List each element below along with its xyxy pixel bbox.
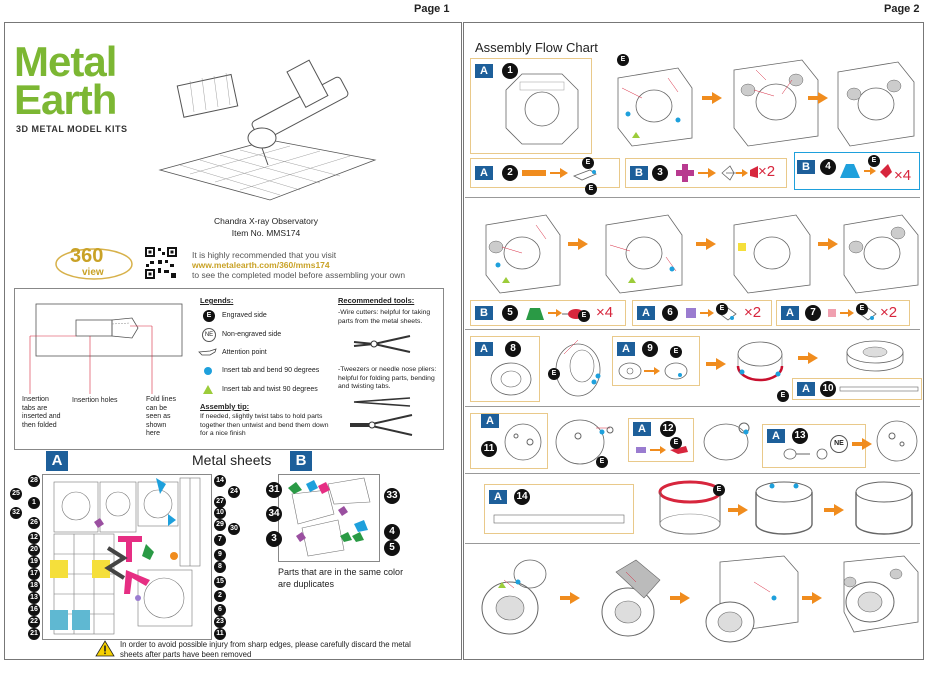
assembly-drawing-7 bbox=[838, 205, 922, 297]
assembly-drawing-12 bbox=[700, 416, 758, 464]
step-10-sheet: A bbox=[797, 382, 815, 396]
sheet-a-part-number: 30 bbox=[228, 523, 240, 535]
flow-arrow bbox=[862, 438, 872, 450]
assembly-drawing-20 bbox=[830, 552, 920, 648]
step-12-part bbox=[634, 442, 692, 458]
sheet-a-part-number: 16 bbox=[28, 604, 40, 616]
step-7-engraved-mark: E bbox=[856, 303, 868, 315]
green-triangle-icon bbox=[203, 385, 213, 394]
label-fold-lines: Fold lines can be seen as shown here bbox=[146, 396, 176, 437]
logo-earth: Earth bbox=[14, 76, 117, 123]
step-12-engraved-mark: E bbox=[670, 437, 682, 449]
step-6-sheet: A bbox=[637, 306, 655, 320]
warning-icon bbox=[96, 641, 114, 656]
assembly-drawing-15 bbox=[752, 478, 816, 542]
step-3-sheet: B bbox=[630, 166, 648, 180]
step-2-engraved-mark-2: E bbox=[585, 183, 597, 195]
step-5-multiplier: ×4 bbox=[596, 304, 614, 321]
step-10-number: 10 bbox=[820, 381, 836, 397]
step-2-part bbox=[520, 162, 616, 184]
step-8-part bbox=[488, 360, 534, 398]
section-divider bbox=[465, 473, 920, 474]
metal-sheets-title: Metal sheets bbox=[192, 452, 272, 468]
step-6-number: 6 bbox=[662, 305, 678, 321]
step-13-non-engraved-mark: NE bbox=[830, 435, 848, 453]
flow-chart-title: Assembly Flow Chart bbox=[475, 40, 598, 55]
sheet-a-part-number: 26 bbox=[28, 517, 40, 529]
sheet-a-part-number: 32 bbox=[10, 507, 22, 519]
assembly-drawing-2 bbox=[726, 50, 822, 150]
view-360-number: 360 bbox=[70, 245, 104, 267]
sheet-a-part-number: 9 bbox=[214, 549, 226, 561]
sheet-b-num-3: 3 bbox=[266, 531, 282, 547]
visit-line-1: It is highly recommended that you visit bbox=[192, 250, 337, 260]
step-7-sheet: A bbox=[781, 306, 799, 320]
sheet-b-parts bbox=[278, 474, 380, 562]
safety-warning: In order to avoid possible injury from sharp edges, please carefully discard the metal sheets after parts have been removed bbox=[120, 640, 411, 659]
assembly-tip-title: Assembly tip: bbox=[200, 402, 250, 411]
sheet-a-part-number: 2 bbox=[214, 590, 226, 602]
legend-non-engraved: Non-engraved side bbox=[222, 331, 282, 338]
assembly-drawing-6 bbox=[724, 205, 816, 297]
step-6-part bbox=[682, 302, 742, 324]
assembly-drawing-16 bbox=[852, 478, 916, 542]
tweezers-icon bbox=[352, 396, 412, 408]
step-6-multiplier: ×2 bbox=[744, 304, 762, 321]
step-11-engraved-mark: E bbox=[596, 456, 608, 468]
sheet-a-part-number: 22 bbox=[28, 616, 40, 628]
legends-title: Legends: bbox=[200, 296, 234, 305]
assembly-drawing-5 bbox=[596, 205, 688, 297]
assembly-drawing-11 bbox=[552, 414, 618, 470]
step-4-part bbox=[836, 158, 896, 184]
sheet-a-part-number: 24 bbox=[228, 486, 240, 498]
sheet-a-part-number: 18 bbox=[28, 580, 40, 592]
tools-wire-cutters: -Wire cutters: helpful for taking parts from the metal sheets. bbox=[338, 309, 431, 325]
step-14-part bbox=[492, 512, 628, 526]
flow-arrow bbox=[818, 92, 828, 104]
step-9-number: 9 bbox=[642, 341, 658, 357]
step-10-part bbox=[840, 384, 920, 394]
logo-tagline: 3D METAL MODEL KITS bbox=[16, 124, 128, 134]
blue-dot-icon bbox=[204, 367, 212, 375]
wire-cutters-icon bbox=[352, 332, 412, 356]
hand-point-icon bbox=[198, 347, 218, 357]
qr-code[interactable] bbox=[144, 246, 178, 280]
step-5-number: 5 bbox=[502, 305, 518, 321]
flow-arrow bbox=[834, 504, 844, 516]
flow-arrow bbox=[716, 358, 726, 370]
model-item-number: Item No. MMS174 bbox=[231, 228, 301, 238]
step-4-sheet: B bbox=[797, 160, 815, 174]
sheet-a-part-number: 19 bbox=[28, 556, 40, 568]
assembly-drawing-18 bbox=[596, 552, 668, 642]
sheet-a-part-number: 8 bbox=[214, 561, 226, 573]
sheet-a-part-number: 1 bbox=[28, 497, 40, 509]
flow-arrow bbox=[738, 504, 748, 516]
step-1-engraved-mark: E bbox=[617, 54, 629, 66]
sheet-b-num-34: 34 bbox=[266, 506, 282, 522]
flow-arrow bbox=[812, 592, 822, 604]
tools-pliers: -Tweezers or needle nose pliers: helpful for folding parts, bending and twisting tabs. bbox=[338, 366, 437, 390]
duplicates-note: Parts that are in the same color are duplicates bbox=[278, 567, 404, 589]
assembly-drawing-8 bbox=[550, 336, 610, 400]
section-divider bbox=[465, 543, 920, 544]
sheet-b-badge: B bbox=[290, 451, 312, 471]
flow-arrow bbox=[706, 238, 716, 250]
sheet-a-part-number: 10 bbox=[214, 507, 226, 519]
label-insertion-holes: Insertion holes bbox=[72, 397, 118, 404]
needle-nose-pliers-icon bbox=[348, 412, 414, 438]
section-divider bbox=[465, 329, 920, 330]
label-insertion-tabs: Insertion tabs are inserted and then folded bbox=[22, 396, 61, 429]
logo-metal: Metal bbox=[14, 38, 117, 85]
assembly-drawing-17 bbox=[474, 552, 554, 642]
sheet-a-part-number: 15 bbox=[214, 576, 226, 588]
sheet-a-part-number: 7 bbox=[214, 534, 226, 546]
step-2-sheet: A bbox=[475, 166, 493, 180]
sheet-a-part-number: 14 bbox=[214, 475, 226, 487]
step-12-sheet: A bbox=[633, 422, 651, 436]
step-14-engraved-mark: E bbox=[713, 484, 725, 496]
sheet-a-part-number: 11 bbox=[214, 628, 226, 640]
assembly-drawing-19 bbox=[700, 552, 804, 648]
sheet-a-part-number: 23 bbox=[214, 616, 226, 628]
step-1-sheet: A bbox=[475, 64, 493, 78]
assembly-drawing-10 bbox=[840, 336, 910, 376]
flow-arrow bbox=[828, 238, 838, 250]
step-14-sheet: A bbox=[489, 490, 507, 504]
sheet-b-num-33: 33 bbox=[384, 488, 400, 504]
step-8-engraved-mark: E bbox=[548, 368, 560, 380]
page-1-label: Page 1 bbox=[414, 3, 450, 15]
sheet-b-num-4: 4 bbox=[384, 524, 400, 540]
step-2-engraved-mark: E bbox=[582, 157, 594, 169]
legend-bend-90: Insert tab and bend 90 degrees bbox=[222, 367, 320, 374]
section-divider bbox=[465, 197, 920, 198]
step-7-part bbox=[824, 302, 882, 324]
step-13-number: 13 bbox=[792, 428, 808, 444]
engraved-side-icon: E bbox=[203, 310, 215, 322]
sheet-a-part-number: 12 bbox=[28, 532, 40, 544]
sheet-b-num-31: 31 bbox=[266, 482, 282, 498]
step-1-number: 1 bbox=[502, 63, 518, 79]
assembly-drawing-1 bbox=[608, 58, 698, 148]
sheet-a-part-number: 20 bbox=[28, 544, 40, 556]
sheet-a-part-number: 29 bbox=[214, 519, 226, 531]
sheet-a-part-number: 25 bbox=[10, 488, 22, 500]
step-4-engraved-mark: E bbox=[868, 155, 880, 167]
step-9-engraved-mark-2: E bbox=[777, 390, 789, 402]
step-6-engraved-mark: E bbox=[716, 303, 728, 315]
step-13-sheet: A bbox=[767, 429, 785, 443]
flow-arrow bbox=[712, 92, 722, 104]
assembly-drawing-3 bbox=[832, 50, 918, 150]
step-9-part bbox=[616, 358, 696, 384]
step-8-sheet: A bbox=[475, 342, 493, 356]
step-4-number: 4 bbox=[820, 159, 836, 175]
assembly-drawing-13 bbox=[874, 418, 920, 464]
flow-arrow bbox=[570, 592, 580, 604]
step-3-number: 3 bbox=[652, 165, 668, 181]
step-11-part bbox=[502, 420, 544, 464]
step-4-multiplier: ×4 bbox=[894, 167, 912, 184]
sheet-b-num-5: 5 bbox=[384, 540, 400, 556]
flow-arrow bbox=[578, 238, 588, 250]
tools-title: Recommended tools: bbox=[338, 296, 415, 305]
sheet-a-part-number: 13 bbox=[28, 592, 40, 604]
step-2-number: 2 bbox=[502, 165, 518, 181]
step-7-number: 7 bbox=[805, 305, 821, 321]
step-8-number: 8 bbox=[505, 341, 521, 357]
step-11-sheet: A bbox=[481, 414, 499, 428]
step-13-part bbox=[770, 446, 830, 464]
page-2-label: Page 2 bbox=[884, 3, 920, 15]
model-name: Chandra X-ray Observatory bbox=[214, 216, 318, 226]
sheet-a-part-number: 28 bbox=[28, 475, 40, 487]
visit-url[interactable]: www.metalearth.com/360/mms174 bbox=[192, 260, 330, 270]
step-9-sheet: A bbox=[617, 342, 635, 356]
step-5-engraved-mark: E bbox=[578, 310, 590, 322]
assembly-tip-text: If needed, slightly twist tabs to hold parts together then untwist and bend them down for a nice finish bbox=[200, 413, 329, 437]
sheet-a-part-number: 21 bbox=[28, 628, 40, 640]
sheet-a-part-number: 27 bbox=[214, 496, 226, 508]
step-14-number: 14 bbox=[514, 489, 530, 505]
step-11-number: 11 bbox=[481, 441, 497, 457]
step-3-part bbox=[670, 160, 760, 186]
step-1-part bbox=[500, 68, 584, 150]
assembly-drawing-4 bbox=[476, 205, 566, 297]
visit-line-3: to see the completed model before assembling your own bbox=[192, 270, 406, 280]
non-engraved-side-icon: NE bbox=[202, 328, 216, 342]
step-7-multiplier: ×2 bbox=[880, 304, 898, 321]
step-3-multiplier: ×2 bbox=[758, 163, 776, 180]
step-12-number: 12 bbox=[660, 421, 676, 437]
step-5-sheet: B bbox=[475, 306, 493, 320]
sheet-a-badge: A bbox=[46, 451, 68, 471]
flow-arrow bbox=[808, 352, 818, 364]
step-9-engraved-mark: E bbox=[670, 346, 682, 358]
legend-attention: Attention point bbox=[222, 349, 267, 356]
sheet-a-part-number: 6 bbox=[214, 604, 226, 616]
insertion-diagram bbox=[20, 298, 192, 398]
section-divider bbox=[465, 406, 920, 407]
legend-twist-90: Insert tab and twist 90 degrees bbox=[222, 386, 318, 393]
sheet-a-part-number: 17 bbox=[28, 568, 40, 580]
chandra-model-illustration bbox=[150, 60, 380, 210]
flow-arrow bbox=[680, 592, 690, 604]
view-360-label: view bbox=[82, 267, 104, 278]
sheet-a-parts bbox=[42, 474, 212, 640]
legend-engraved: Engraved side bbox=[222, 312, 267, 319]
